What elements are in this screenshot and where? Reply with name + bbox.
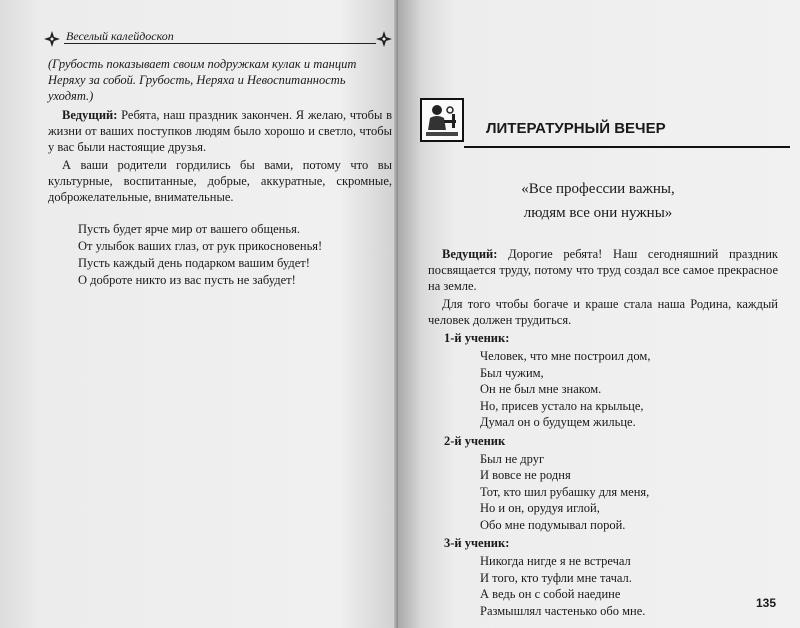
header-rule <box>64 43 376 44</box>
verse-line: Был чужим, <box>480 365 544 380</box>
verse-line: Он не был мне знаком. <box>480 382 602 396</box>
section-title: ЛИТЕРАТУРНЫЙ ВЕЧЕР <box>486 120 666 137</box>
poem <box>78 221 392 289</box>
ornament-icon <box>44 31 60 47</box>
verse-line: И того, кто туфли мне тачал. <box>480 570 632 585</box>
section-rule <box>464 146 790 148</box>
verse <box>480 553 778 619</box>
left-page-body <box>48 56 392 289</box>
verse-line: Человек, что мне построил дом, <box>480 349 651 363</box>
verse-line: Был не друг <box>480 451 545 466</box>
verse-line: Никогда нигде я не встречал <box>480 554 631 568</box>
paragraph <box>48 107 392 155</box>
section-heading <box>420 98 778 148</box>
running-header-title: Веселый калейдоскоп <box>66 29 174 43</box>
student-label: 2-й ученик <box>444 433 506 448</box>
verse-line: Тот, кто шил рубашку для меня, <box>480 484 650 499</box>
verse <box>480 451 778 534</box>
speaker-label: Ведущий: <box>62 108 118 122</box>
paragraph <box>48 157 392 205</box>
verse <box>480 348 778 431</box>
subtitle-line: «Все профессии важны, <box>521 181 675 197</box>
poem-line: Пусть будет ярче мир от вашего общенья. <box>78 222 300 236</box>
subtitle-line: людям все они нужны» <box>523 205 673 221</box>
student-label: 3-й ученик: <box>444 536 510 550</box>
page-number: 135 <box>756 596 777 610</box>
paragraph-text: А ваши родители гордились бы вами, потому что вы культурные, воспитанные, добрые, аккуратные, скромные, доброжелательные, внимательные. <box>48 158 392 204</box>
student-label: 1-й ученик: <box>444 331 510 345</box>
verse-line: И вовсе не родня <box>480 468 571 482</box>
running-header <box>44 24 392 48</box>
stage-direction: (Грубость показывает своим подружкам кулак и танцит Неряху за собой. Грубость, Неряха и Невоспитанность уходят.) <box>48 57 357 103</box>
paragraph-text: Для того чтобы богаче и краше стала наша Родина, каждый человек должен трудиться. <box>428 297 778 327</box>
right-page <box>398 0 800 628</box>
paragraph <box>428 246 778 294</box>
verse-line: Думал он о будущем жильце. <box>480 415 636 429</box>
paragraph-text: Дорогие ребята! Наш сегодняшний праздник посвящается труду, потому что труд создал все самое прекрасное на земле. <box>428 247 778 293</box>
worker-icon <box>422 100 462 140</box>
section-icon <box>420 98 464 142</box>
verse-line: Размышлял частенько обо мне. <box>480 603 646 618</box>
poem-line: О доброте никто из вас пусть не забудет! <box>78 273 296 287</box>
paragraph-text: Ребята, наш праздник закончен. Я желаю, чтобы в жизни от ваших поступков людям было хорошо и светло, чтобы у вас были настоящие друзья. <box>48 108 392 154</box>
right-page-body <box>428 246 778 619</box>
verse-line: А ведь он с собой наедине <box>480 587 621 601</box>
ornament-icon <box>376 31 392 47</box>
verse-line: Обо мне подумывал порой. <box>480 517 626 532</box>
paragraph <box>428 296 778 328</box>
verse-line: Но, присев устало на крыльце, <box>480 398 644 413</box>
poem-line: От улыбок ваших глаз, от рук прикосновенья! <box>78 239 323 253</box>
verse-line: Но и он, орудуя иглой, <box>480 501 600 515</box>
poem-line: Пусть каждый день подарком вашим будет! <box>78 256 310 270</box>
left-page <box>0 0 398 628</box>
speaker-label: Ведущий: <box>442 247 498 261</box>
